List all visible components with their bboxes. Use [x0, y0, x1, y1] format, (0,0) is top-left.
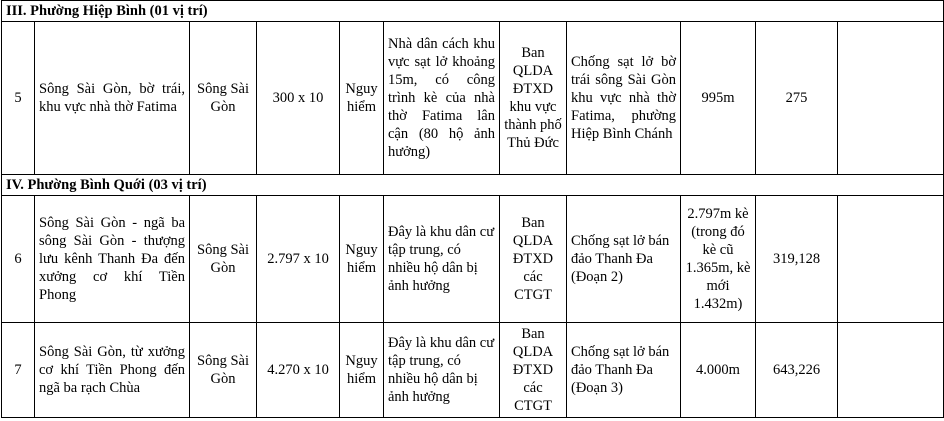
cell-river: Sông Sài Gòn — [190, 22, 257, 175]
section-title: III. Phường Hiệp Bình (01 vị trí) — [2, 1, 944, 22]
section-row — [2, 1, 944, 22]
table-row — [2, 196, 944, 323]
cell-cost: 643,226 — [756, 323, 838, 418]
cell-note — [838, 323, 944, 418]
cell-length: 2.797m kè (trong đó kè cũ 1.365m, kè mới 1.432m) — [681, 196, 756, 323]
cell-size: 2.797 x 10 — [257, 196, 340, 323]
section-row — [2, 175, 944, 196]
cell-stt: 5 — [2, 22, 35, 175]
cell-project: Chống sạt lở bán đảo Thanh Đa (Đoạn 3) — [567, 323, 681, 418]
cell-cost: 275 — [756, 22, 838, 175]
cell-length: 4.000m — [681, 323, 756, 418]
landslide-table — [1, 0, 944, 418]
cell-impact: Đây là khu dân cư tập trung, có nhiều hộ dân bị ảnh hưởng — [384, 196, 500, 323]
cell-size: 4.270 x 10 — [257, 323, 340, 418]
cell-project: Chống sạt lở bán đảo Thanh Đa (Đoạn 2) — [567, 196, 681, 323]
cell-owner: Ban QLDA ĐTXD các CTGT — [500, 323, 567, 418]
cell-location: Sông Sài Gòn, từ xưởng cơ khí Tiền Phong đến ngã ba rạch Chùa — [35, 323, 190, 418]
cell-stt: 7 — [2, 323, 35, 418]
table-row — [2, 22, 944, 175]
cell-river: Sông Sài Gòn — [190, 323, 257, 418]
cell-location: Sông Sài Gòn - ngã ba sông Sài Gòn - thượng lưu kênh Thanh Đa đến xưởng cơ khí Tiền Phong — [35, 196, 190, 323]
cell-river: Sông Sài Gòn — [190, 196, 257, 323]
cell-cost: 319,128 — [756, 196, 838, 323]
cell-level: Nguy hiểm — [340, 22, 384, 175]
cell-level: Nguy hiểm — [340, 196, 384, 323]
section-title: IV. Phường Bình Quới (03 vị trí) — [2, 175, 944, 196]
cell-size: 300 x 10 — [257, 22, 340, 175]
cell-length: 995m — [681, 22, 756, 175]
cell-level: Nguy hiểm — [340, 323, 384, 418]
table-row — [2, 323, 944, 418]
cell-location: Sông Sài Gòn, bờ trái, khu vực nhà thờ Fatima — [35, 22, 190, 175]
cell-note — [838, 196, 944, 323]
cell-owner: Ban QLDA ĐTXD khu vực thành phố Thủ Đức — [500, 22, 567, 175]
cell-project: Chống sạt lở bờ trái sông Sài Gòn khu vực nhà thờ Fatima, phường Hiệp Bình Chánh — [567, 22, 681, 175]
cell-impact: Nhà dân cách khu vực sạt lở khoảng 15m, có công trình kè của nhà thờ Fatima lân cận (80 hộ ảnh hưởng) — [384, 22, 500, 175]
cell-owner: Ban QLDA ĐTXD các CTGT — [500, 196, 567, 323]
cell-stt: 6 — [2, 196, 35, 323]
cell-note — [838, 22, 944, 175]
cell-impact: Đây là khu dân cư tập trung, có nhiều hộ dân bị ảnh hưởng — [384, 323, 500, 418]
